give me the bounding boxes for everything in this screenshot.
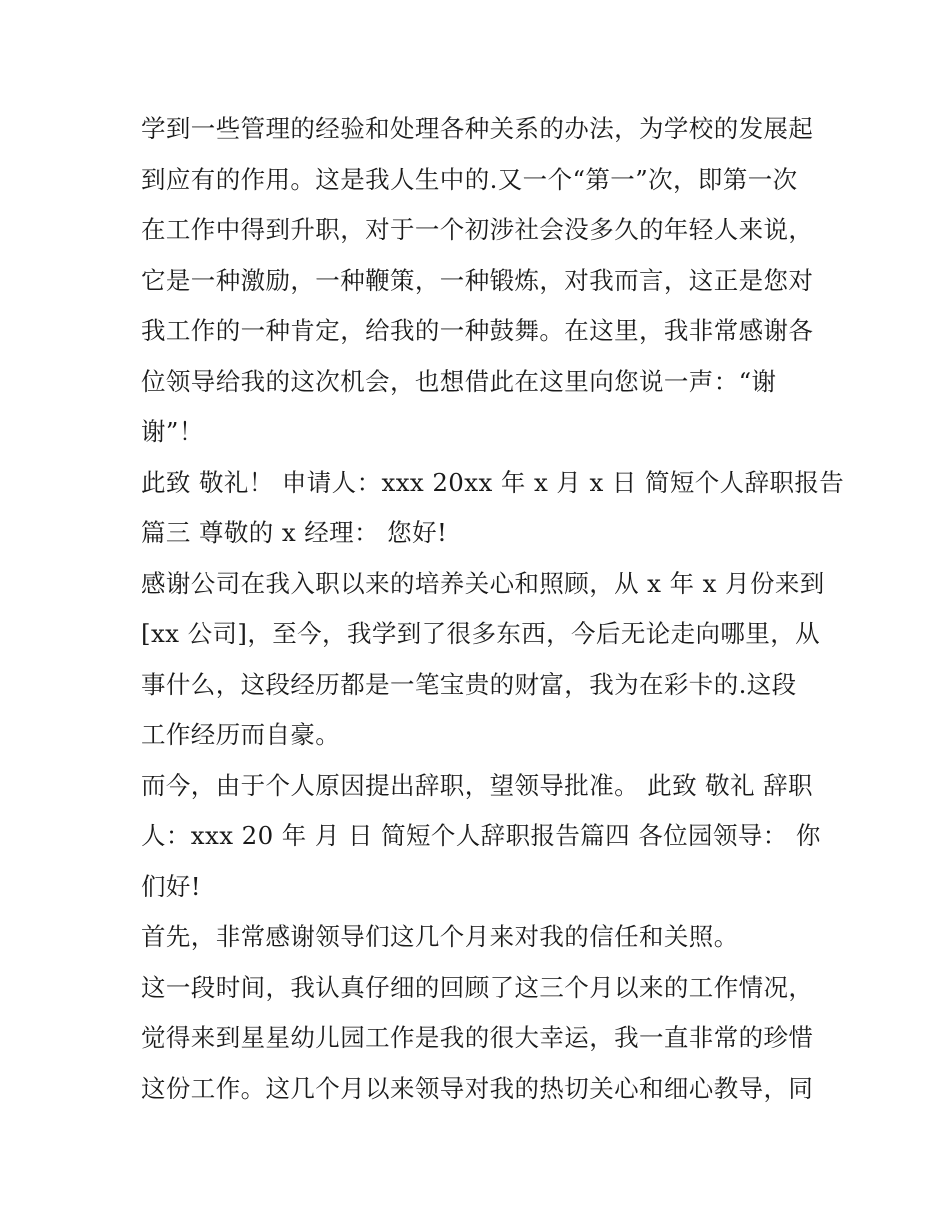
text-line: 此致 敬礼！ 申请人：xxx 20xx 年 x 月 x 日 简短个人辞职报告	[141, 467, 845, 497]
text-line: 到应有的作用。这是我人生中的.又一个“第一”次，即第一次	[141, 164, 798, 194]
text-line: 在工作中得到升职，对于一个初涉社会没多久的年轻人来说，	[141, 215, 814, 244]
text-line: 们好!	[141, 871, 202, 901]
text-line: 谢”！	[141, 417, 204, 446]
text-line: [xx 公司]，至今，我学到了很多东西，今后无论走向哪里，从	[141, 619, 821, 648]
text-line: 学到一些管理的经验和处理各种关系的办法，为学校的发展起	[141, 114, 814, 143]
text-line: 这份工作。这几个月以来领导对我的热切关心和细心教导，同	[141, 1073, 814, 1103]
text-line: 这一段时间，我认真仔细的回顾了这三个月以来的工作情况，	[141, 972, 814, 1002]
text-line: 觉得来到星星幼儿园工作是我的很大幸运，我一直非常的珍惜	[141, 1023, 814, 1052]
text-line: 我工作的一种肯定，给我的一种鼓舞。在这里，我非常感谢各	[141, 316, 814, 345]
text-line: 事什么，这段经历都是一笔宝贵的财富，我为在彩卡的.这段	[141, 669, 797, 699]
text-line: 首先，非常感谢领导们这几个月来对我的信任和关照。	[141, 922, 739, 951]
text-line: 而今，由于个人原因提出辞职，望领导批准。 此致 敬礼 辞职	[141, 770, 813, 800]
text-line: 工作经历而自豪。	[141, 720, 341, 749]
text-line: 感谢公司在我入职以来的培养关心和照顾，从 x 年 x 月份来到	[141, 568, 825, 598]
text-line: 人：xxx 20 年 月 日 简短个人辞职报告篇四 各位园领导： 你	[141, 821, 821, 850]
document-body	[141, 104, 845, 1114]
text-line: 篇三 尊敬的 x 经理： 您好!	[141, 518, 448, 547]
text-line: 位领导给我的这次机会，也想借此在这里向您说一声：“谢	[141, 366, 777, 396]
text-line: 它是一种激励，一种鞭策，一种锻炼，对我而言，这正是您对	[141, 265, 814, 295]
